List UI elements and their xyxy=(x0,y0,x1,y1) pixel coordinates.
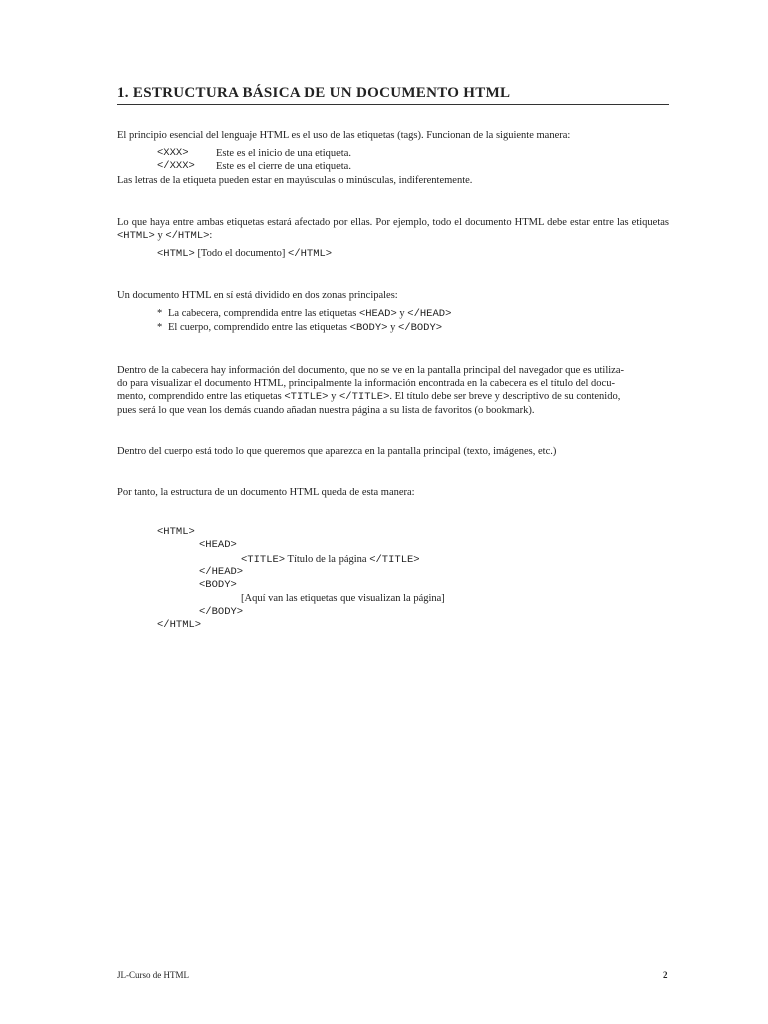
case-paragraph: Las letras de la etiqueta pueden estar en mayúsculas o minúsculas, indiferentemente. xyxy=(117,175,473,186)
text-run: [Todo el documento] xyxy=(194,248,288,259)
structure-paragraph: Por tanto, la estructura de un documento HTML queda de esta manera: xyxy=(117,487,415,498)
code-line: <BODY> xyxy=(199,579,237,592)
list-item xyxy=(157,321,669,335)
head-paragraph-line: Dentro de la cabecera hay información del documento, que no se ve en la pantalla principal del navegador que es utiliza- xyxy=(117,365,624,376)
inline-code: </TITLE> xyxy=(369,553,420,566)
inline-code: </TITLE> xyxy=(338,391,390,403)
text-run: . El título debe ser breve y descriptivo de su contenido, xyxy=(389,391,621,402)
inline-code: </BODY> xyxy=(397,322,443,334)
head-paragraph xyxy=(117,364,669,417)
intro-paragraph: El principio esencial del lenguaje HTML es el uso de las etiquetas (tags). Funcionan de la siguiente manera: xyxy=(117,130,571,141)
zones-paragraph: Un documento HTML en sí está dividido en dos zonas principales: xyxy=(117,290,398,301)
list-item-text xyxy=(168,307,451,321)
text-run: y xyxy=(396,308,408,319)
text-run: y xyxy=(387,322,398,333)
inline-code: <HTML> xyxy=(117,230,155,242)
tag-description: Este es el inicio de una etiqueta. xyxy=(216,148,351,159)
bullet-marker: * xyxy=(157,308,163,319)
inline-code: <HTML> xyxy=(157,248,195,260)
code-line: [Aquí van las etiquetas que visualizan la página] xyxy=(241,593,445,605)
text-run: El cuerpo, comprendido entre las etiquetas xyxy=(168,322,350,333)
inline-code: <TITLE> xyxy=(241,553,286,566)
bullet-marker: * xyxy=(157,322,163,333)
head-paragraph-line: do para visualizar el documento HTML, principalmente la información encontrada en la cabecera es el título del docu- xyxy=(117,378,615,389)
code-line: <HTML> xyxy=(157,526,195,538)
tag-example-open xyxy=(157,147,669,160)
tag-code: <XXX> xyxy=(157,147,189,159)
list-item xyxy=(157,307,669,321)
text-run: mento, comprendido entre las etiquetas xyxy=(117,391,285,402)
zones-list xyxy=(157,307,669,335)
text-run: : xyxy=(209,230,213,241)
footer-title: JL-Curso de HTML xyxy=(117,970,189,980)
code-line xyxy=(157,553,669,566)
between-tags-paragraph xyxy=(117,216,669,243)
text-run: y xyxy=(328,391,339,402)
html-example-line xyxy=(157,247,669,261)
text-run: y xyxy=(154,230,166,241)
list-item-text xyxy=(168,321,442,335)
inline-code: </HTML> xyxy=(165,230,210,242)
text-run: Título de la página xyxy=(285,553,370,565)
tag-description: Este es el cierre de una etiqueta. xyxy=(216,161,351,172)
section-heading: 1. ESTRUCTURA BÁSICA DE UN DOCUMENTO HTML xyxy=(117,84,669,105)
inline-code: <BODY> xyxy=(349,322,388,334)
tag-example-close xyxy=(157,160,669,173)
code-line: </BODY> xyxy=(199,605,244,618)
text-run: La cabecera, comprendida entre las etiquetas xyxy=(168,308,359,319)
head-paragraph-line: pues será lo que vean los demás cuando añadan nuestra página a su lista de favoritos (o bookmark). xyxy=(117,405,535,416)
code-line: <HEAD> xyxy=(199,539,237,552)
page-number: 2 xyxy=(663,970,668,980)
head-paragraph-line xyxy=(117,390,669,404)
body-paragraph: Dentro del cuerpo está todo lo que queremos que aparezca en la pantalla principal (texto, imágenes, etc.) xyxy=(117,446,557,457)
code-line: </HTML> xyxy=(157,619,202,632)
tag-examples xyxy=(157,147,669,173)
inline-code: <TITLE> xyxy=(284,391,329,403)
tag-code: </XXX> xyxy=(157,160,195,172)
inline-code: </HTML> xyxy=(287,248,333,260)
html-structure-code xyxy=(157,526,669,632)
inline-code: <HEAD> xyxy=(358,308,397,320)
inline-code: </HEAD> xyxy=(407,308,452,320)
code-line: </HEAD> xyxy=(199,565,244,578)
document-page xyxy=(117,84,669,632)
text-run: Lo que haya entre ambas etiquetas estará afectado por ellas. Por ejemplo, todo el documento HTML debe estar entre las etiquetas xyxy=(117,217,669,228)
